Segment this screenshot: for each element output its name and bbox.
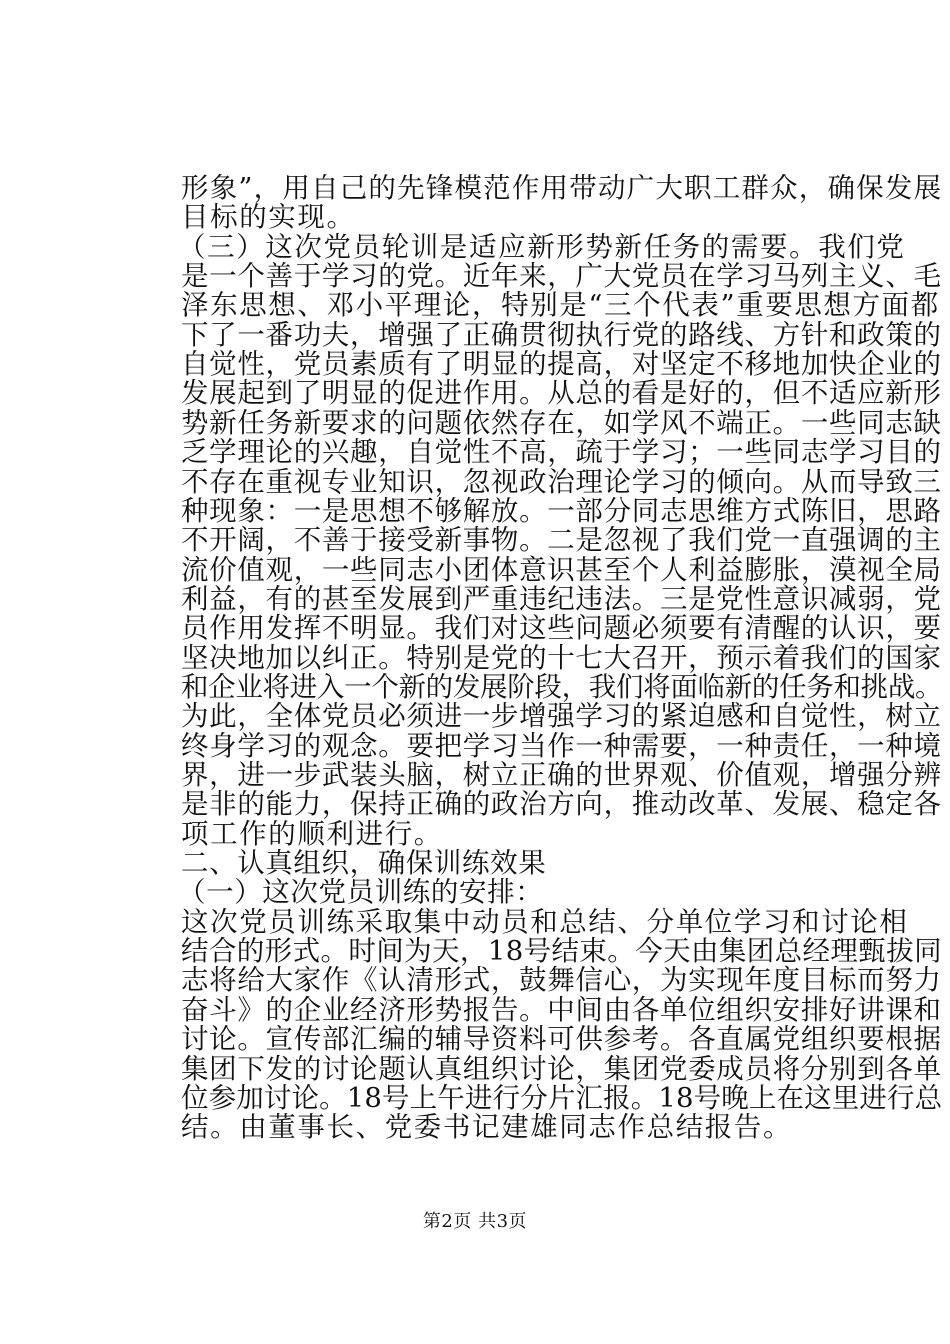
text-line: 乏学理论的兴趣，自觉性不高，疏于学习；一些同志学习目的	[181, 436, 942, 469]
text-line: 集团下发的讨论题认真组织讨论，集团党委成员将分别到各单	[181, 1052, 942, 1085]
text-line: 结合的形式。时间为天，18号结束。今天由集团总经理甄拔同	[181, 935, 942, 968]
text-line: 利益，有的甚至发展到严重违纪违法。三是党性意识减弱，党	[181, 582, 942, 615]
page-number-footer: 第2页 共3页	[422, 1211, 528, 1232]
paragraph-start-line: （三）这次党员轮训是适应新形势新任务的需要。我们党	[178, 230, 906, 263]
text-line: 员作用发挥不明显。我们对这些问题必须要有清醒的认识，要	[181, 612, 942, 645]
text-line: 讨论。宣传部汇编的辅导资料可供参考。各直属党组织要根据	[181, 1023, 942, 1056]
text-line: 不存在重视专业知识，忽视政治理论学习的倾向。从而导致三	[181, 465, 942, 498]
text-line: 终身学习的观念。要把学习当作一种需要，一种责任，一种境	[181, 729, 942, 762]
text-line: 为此，全体党员必须进一步增强学习的紧迫感和自觉性，树立	[181, 700, 942, 733]
text-line: 自觉性，党员素质有了明显的提高，对坚定不移地加快企业的	[181, 348, 942, 381]
text-line: 项工作的顺利进行。	[181, 817, 443, 850]
text-line: 势新任务新要求的问题依然存在，如学风不端正。一些同志缺	[181, 406, 942, 439]
text-line: 坚决地加以纠正。特别是党的十七大召开，预示着我们的国家	[181, 641, 942, 674]
text-line: 形象”，用自己的先锋模范作用带动广大职工群众，确保发展	[181, 172, 943, 204]
text-line: 发展起到了明显的促进作用。从总的看是好的，但不适应新形	[181, 377, 942, 410]
text-line: 是一个善于学习的党。近年来，广大党员在学习马列主义、毛	[181, 260, 942, 293]
text-line: 位参加讨论。18号上午进行分片汇报。18号晚上在这里进行总	[181, 1081, 943, 1114]
text-line: 不开阔，不善于接受新事物。二是忽视了我们党一直强调的主	[181, 524, 942, 557]
text-line: 结。由董事长、党委书记建雄同志作总结报告。	[181, 1111, 793, 1144]
text-line: 种现象：一是思想不够解放。一部分同志思维方式陈旧，思路	[181, 494, 942, 527]
text-line: 目标的实现。	[181, 201, 356, 234]
text-line: 流价值观，一些同志小团体意识甚至个人利益膨胀，漠视全局	[181, 553, 942, 586]
paragraph-start-line: 这次党员训练采取集中动员和总结、分单位学习和讨论相	[181, 905, 909, 938]
text-line: 志将给大家作《认清形式，鼓舞信心，为实现年度目标而努力	[181, 964, 942, 997]
text-line: 下了一番功夫，增强了正确贯彻执行党的路线、方针和政策的	[181, 318, 942, 351]
text-line: 泽东思想、邓小平理论，特别是“三个代表”重要思想方面都	[181, 289, 940, 322]
subsection-heading: （一）这次党员训练的安排：	[178, 876, 544, 909]
section-heading: 二、认真组织，确保训练效果	[181, 847, 547, 880]
text-line: 是非的能力，保持正确的政治方向，推动改革、发展、稳定各	[181, 788, 942, 821]
text-line: 界，进一步武装头脑，树立正确的世界观、价值观，增强分辨	[181, 759, 942, 791]
text-line: 和企业将进入一个新的发展阶段，我们将面临新的任务和挑战。	[181, 670, 943, 703]
text-line: 奋斗》的企业经济形势报告。中间由各单位组织安排好讲课和	[181, 993, 942, 1026]
